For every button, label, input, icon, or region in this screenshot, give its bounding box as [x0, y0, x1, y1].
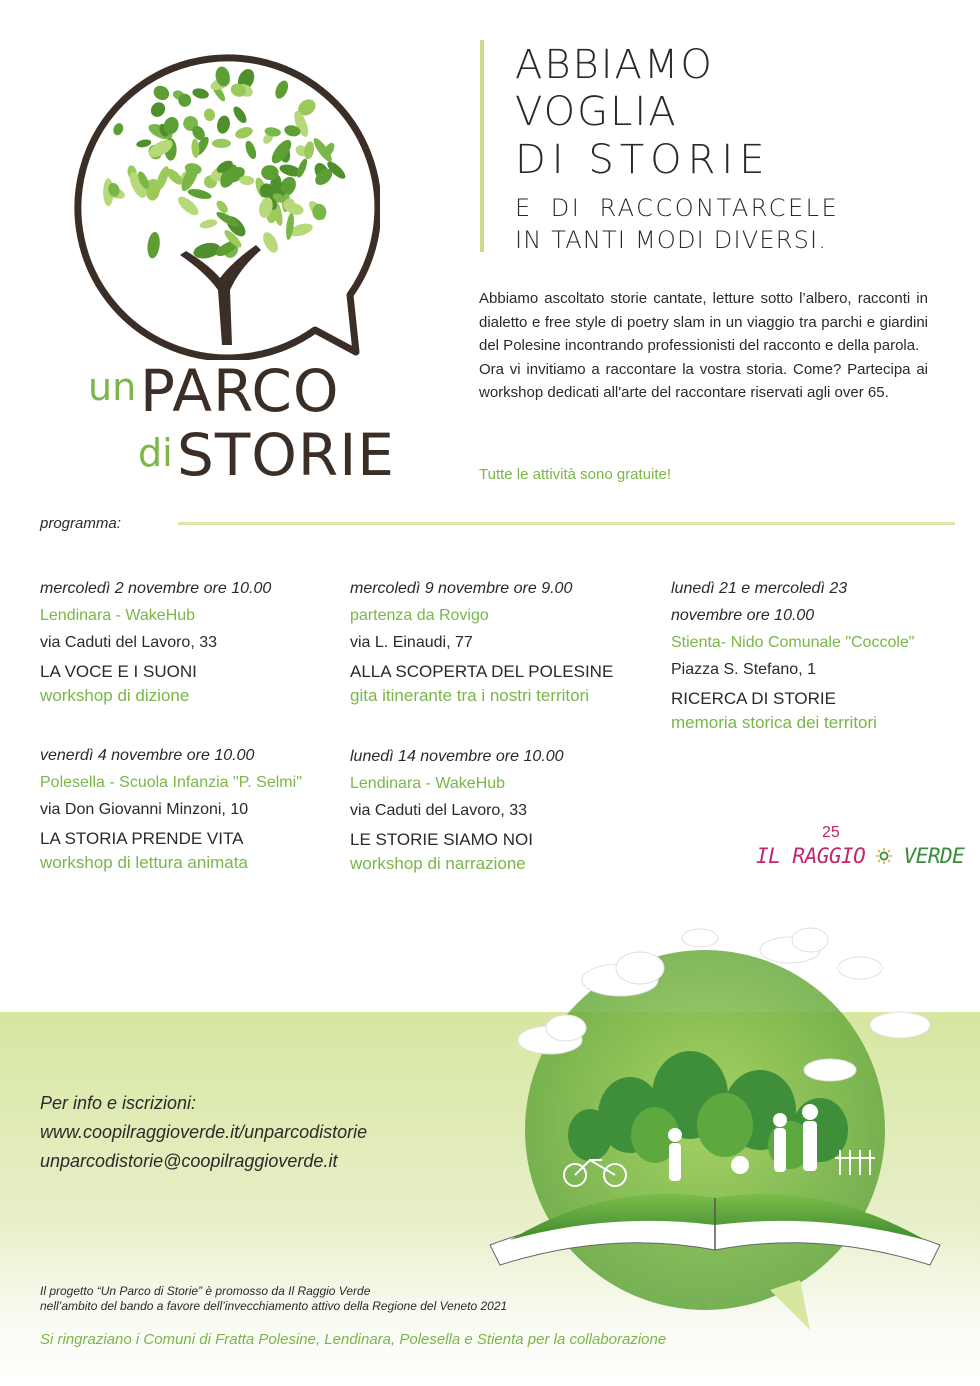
event-date-line-1: lunedì 21 e mercoledì 23: [671, 580, 848, 597]
event-place: Lendinara - WakeHub: [40, 607, 196, 624]
leaf-shape: [146, 231, 161, 259]
footer-thanks: Si ringraziano i Comuni di Fratta Polesine, Lendinara, Polesella e Stienta per la collaborazione: [40, 1331, 667, 1348]
leaf-shape: [234, 125, 255, 141]
leaf-shape: [191, 138, 200, 158]
event-3: [350, 575, 613, 708]
headline-line-4: E DI RACCONTARCELE: [515, 194, 840, 222]
leaf-shape: [212, 139, 231, 148]
leaf-shape: [199, 218, 218, 230]
event-subtitle: workshop di dizione: [40, 686, 190, 705]
programma-label: programma:: [40, 515, 121, 532]
event-place: Lendinara - WakeHub: [350, 775, 506, 792]
leaf-shape: [136, 138, 152, 148]
event-date: venerdì 4 novembre ore 10.00: [40, 747, 255, 764]
logo-un: un: [88, 365, 137, 409]
headline-line-5: IN TANTI MODI DIVERSI.: [515, 226, 828, 254]
event-date: lunedì 14 novembre ore 10.00: [350, 748, 564, 765]
anniversary-digits: 25: [822, 824, 840, 841]
leaf-shape: [151, 83, 172, 103]
leaf-shape: [268, 137, 295, 167]
event-date: mercoledì 9 novembre ore 9.00: [350, 580, 573, 597]
logo-tree-icon: [60, 40, 380, 360]
leaf-shape: [273, 79, 291, 101]
event-place: Polesella - Scuola Infanzia "P. Selmi": [40, 774, 302, 791]
logo-di: di: [138, 431, 173, 475]
event-4: [350, 743, 563, 876]
event-subtitle: workshop di narrazione: [350, 854, 526, 873]
event-title: LE STORIE SIAMO NOI: [350, 830, 533, 849]
event-date: mercoledì 2 novembre ore 10.00: [40, 580, 272, 597]
partner-name: [756, 844, 964, 868]
event-title: RICERCA DI STORIE: [671, 689, 836, 708]
event-2: [40, 742, 302, 875]
partner-logo: [756, 824, 965, 876]
event-5: [671, 575, 914, 735]
sun-icon: [875, 847, 893, 865]
partner-name-il: IL RAGGIO: [756, 844, 866, 868]
event-address: via L. Einaudi, 77: [350, 634, 473, 651]
event-subtitle: workshop di lettura animata: [40, 853, 248, 872]
event-address: via Caduti del Lavoro, 33: [350, 802, 527, 819]
event-title: ALLA SCOPERTA DEL POLESINE: [350, 662, 614, 681]
free-activities-note: Tutte le attività sono gratuite!: [479, 466, 672, 483]
intro-paragraph-1: Abbiamo ascoltato storie cantate, letture sotto l’albero, racconti in dialetto e free style di poetry slam in un viaggio tra parchi e giardini del Polesine incontrando professionisti del racconto e della parola.: [479, 290, 928, 354]
footer-line-1: Il progetto “Un Parco di Storie” è promosso da Il Raggio Verde: [40, 1284, 371, 1298]
leaf-shape: [303, 141, 316, 160]
leaf-shape: [260, 230, 281, 255]
info-email-link[interactable]: unparcodistorie@coopilraggioverde.it: [40, 1151, 338, 1171]
anniversary-number: [822, 824, 840, 842]
event-title: LA VOCE E I SUONI: [40, 662, 197, 681]
event-title: LA STORIA PRENDE VITA: [40, 829, 244, 848]
logo-storie: STORIE: [177, 421, 395, 489]
event-address: via Caduti del Lavoro, 33: [40, 634, 217, 651]
intro-text: [479, 287, 928, 405]
logo-parco: PARCO: [140, 357, 340, 425]
leaf-shape: [231, 104, 249, 125]
intro-paragraph-2: Ora vi invitiamo a raccontare la vostra storia. Come? Partecipa ai workshop dedicati all'arte del raccontare riservati agli over 65.: [479, 360, 928, 401]
partner-name-verde: VERDE: [903, 844, 965, 868]
event-place: partenza da Rovigo: [350, 607, 489, 624]
event-1: [40, 575, 271, 708]
event-place: Stienta- Nido Comunale "Coccole": [671, 634, 915, 651]
event-subtitle: gita itinerante tra i nostri territori: [350, 686, 590, 705]
info-heading: Per info e iscrizioni:: [40, 1093, 197, 1113]
leaf-shape: [243, 139, 258, 160]
headline-line-2: VOGLIA: [515, 89, 678, 135]
footer-line-2: nell’ambito del bando a favore dell’invecchiamento attivo della Regione del Veneto 2021: [40, 1299, 508, 1313]
leaf-shape: [148, 99, 168, 119]
leaf-shape: [285, 212, 295, 240]
headline-line-3: DI STORIE: [515, 137, 771, 183]
headline-accent-bar: [480, 40, 484, 252]
event-date-line-2: novembre ore 10.00: [671, 607, 815, 624]
info-website-link[interactable]: www.coopilraggioverde.it/unparcodistorie: [40, 1122, 368, 1142]
leaf-shape: [216, 114, 232, 134]
event-address: via Don Giovanni Minzoni, 10: [40, 801, 249, 818]
event-subtitle: memoria storica dei territori: [671, 713, 877, 732]
pop-up-book-park-icon: [470, 920, 980, 1340]
leaf-shape: [191, 87, 210, 101]
event-address: Piazza S. Stefano, 1: [671, 661, 816, 678]
leaf-shape: [187, 187, 213, 201]
programma-divider: [178, 522, 955, 525]
leaf-shape: [112, 122, 125, 137]
headline-line-1: ABBIAMO: [515, 42, 714, 88]
leaf-shape: [203, 108, 216, 122]
